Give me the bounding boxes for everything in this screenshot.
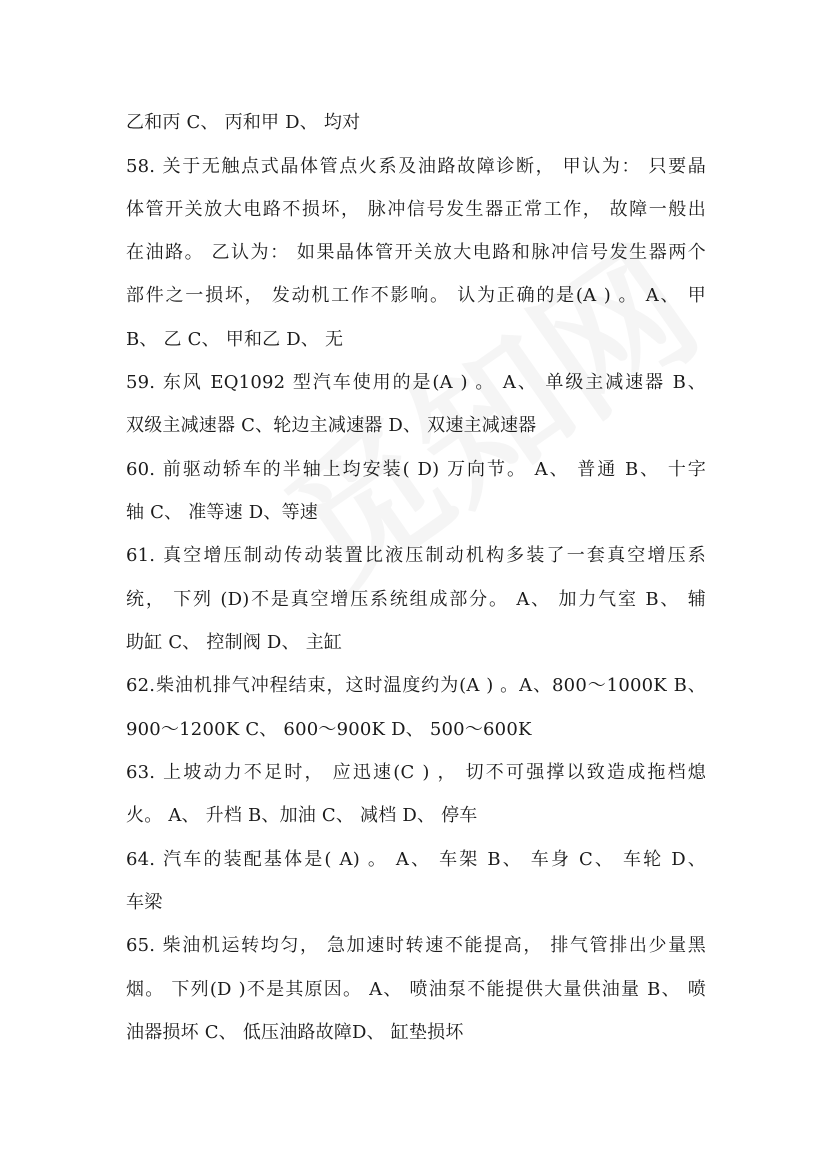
- text-line: 部件之一损坏， 发动机工作不影响。 认为正确的是(A ) 。 A、 甲: [126, 285, 706, 306]
- text-line: 900～1200K C、 600～900K D、 500～600K: [126, 719, 532, 740]
- text-line: 59. 东风 EQ1092 型汽车使用的是(A ) 。 A、 单级主减速器 B、: [126, 372, 706, 393]
- text-line: 乙和丙 C、 丙和甲 D、 均对: [126, 112, 361, 133]
- text-line: 62.柴油机排气冲程结束，这时温度约为(A ) 。A、800～1000K B、: [126, 675, 706, 696]
- text-line: 体管开关放大电路不损坏， 脉冲信号发生器正常工作， 故障一般出: [126, 199, 706, 220]
- text-line: 轴 C、 准等速 D、等速: [126, 502, 318, 523]
- text-line: 在油路。 乙认为： 如果晶体管开关放大电路和脉冲信号发生器两个: [126, 242, 706, 263]
- text-line: 油器损坏 C、 低压油路故障D、 缸垫损坏: [126, 1022, 464, 1043]
- text-line: B、 乙 C、 甲和乙 D、 无: [126, 329, 344, 350]
- text-line: 60. 前驱动轿车的半轴上均安装( D) 万向节。 A、 普通 B、 十字: [126, 459, 706, 480]
- text-line: 车梁: [126, 892, 163, 913]
- text-line: 58. 关于无触点式晶体管点火系及油路故障诊断， 甲认为： 只要晶: [126, 156, 706, 177]
- text-line: 助缸 C、 控制阀 D、 主缸: [126, 632, 343, 653]
- text-line: 63. 上坡动力不足时， 应迅速(C ) ， 切不可强撑以致造成拖档熄: [126, 762, 706, 783]
- text-line: 61. 真空增压制动传动装置比液压制动机构多装了一套真空增压系: [126, 545, 706, 566]
- text-line: 统， 下列 (D)不是真空增压系统组成部分。 A、 加力气室 B、 辅: [126, 589, 706, 610]
- text-line: 火。 A、 升档 B、加油 C、 减档 D、 停车: [126, 805, 478, 826]
- text-line: 双级主减速器 C、轮边主减速器 D、 双速主减速器: [126, 415, 537, 436]
- text-line: 64. 汽车的装配基体是( A) 。 A、 车架 B、 车身 C、 车轮 D、: [126, 849, 706, 870]
- text-line: 烟。 下列(D )不是其原因。 A、 喷油泵不能提供大量供油量 B、 喷: [126, 979, 706, 1000]
- text-line: 65. 柴油机运转均匀， 急加速时转速不能提高， 排气管排出少量黑: [126, 935, 706, 956]
